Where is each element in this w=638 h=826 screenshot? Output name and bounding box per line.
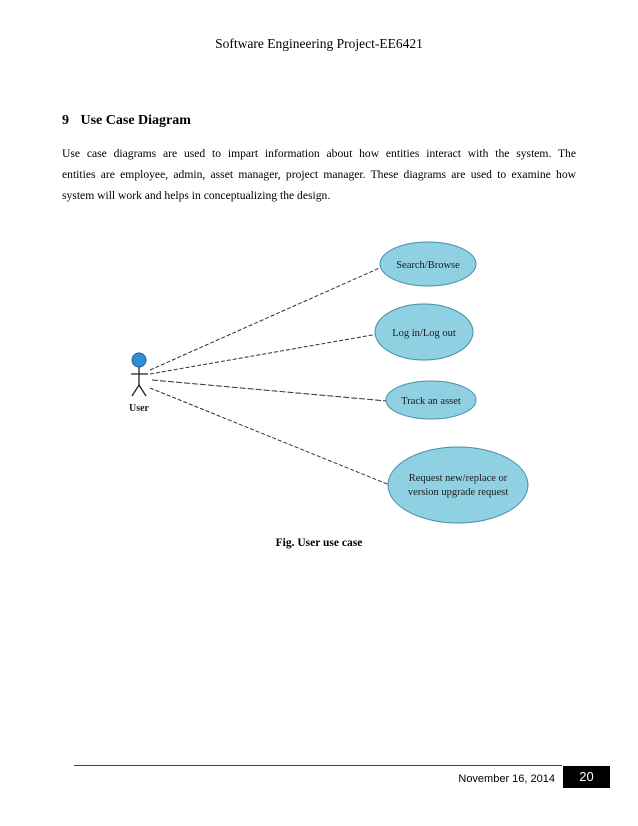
association-line — [152, 380, 398, 402]
use-case-ellipse — [388, 447, 528, 523]
use-case-label-line: Request new/replace or — [408, 473, 508, 484]
section-title: Use Case Diagram — [80, 113, 191, 128]
actor-user — [129, 353, 150, 414]
paragraph-line: Use case diagrams are used to impart information about how entities interact with the system. The — [62, 147, 576, 160]
use-case-label: Search/Browse — [396, 260, 460, 271]
actor-leg-left — [132, 385, 139, 396]
section-paragraph — [62, 143, 576, 206]
section-heading — [62, 113, 191, 129]
use-case-request-upgrade — [388, 447, 528, 523]
use-case-diagram-svg — [110, 230, 540, 530]
use-case-diagram — [110, 230, 540, 530]
association-line — [150, 266, 384, 370]
use-case-search-browse — [380, 242, 476, 286]
footer-divider — [74, 765, 562, 766]
page-header: Software Engineering Project-EE6421 — [215, 36, 423, 51]
use-case-label-line: version upgrade request — [407, 487, 509, 498]
footer-date: November 16, 2014 — [458, 773, 555, 785]
figure-caption: Fig. User use case — [275, 537, 363, 549]
actor-head — [132, 353, 146, 367]
page-number: 20 — [563, 766, 610, 788]
use-case-label: Log in/Log out — [392, 328, 456, 339]
actor-label: User — [129, 403, 149, 414]
paragraph-line: entities are employee, admin, asset manager, project manager. These diagrams are used to examine how — [62, 168, 576, 181]
use-case-login-logout — [375, 304, 473, 360]
actor-leg-right — [139, 385, 146, 396]
use-case-track-asset — [386, 381, 476, 419]
paragraph-line: system will work and helps in conceptualizing the design. — [62, 189, 331, 202]
use-case-label: Track an asset — [401, 396, 461, 407]
association-line — [150, 388, 392, 486]
association-line — [150, 334, 378, 374]
section-number: 9 — [62, 113, 69, 128]
